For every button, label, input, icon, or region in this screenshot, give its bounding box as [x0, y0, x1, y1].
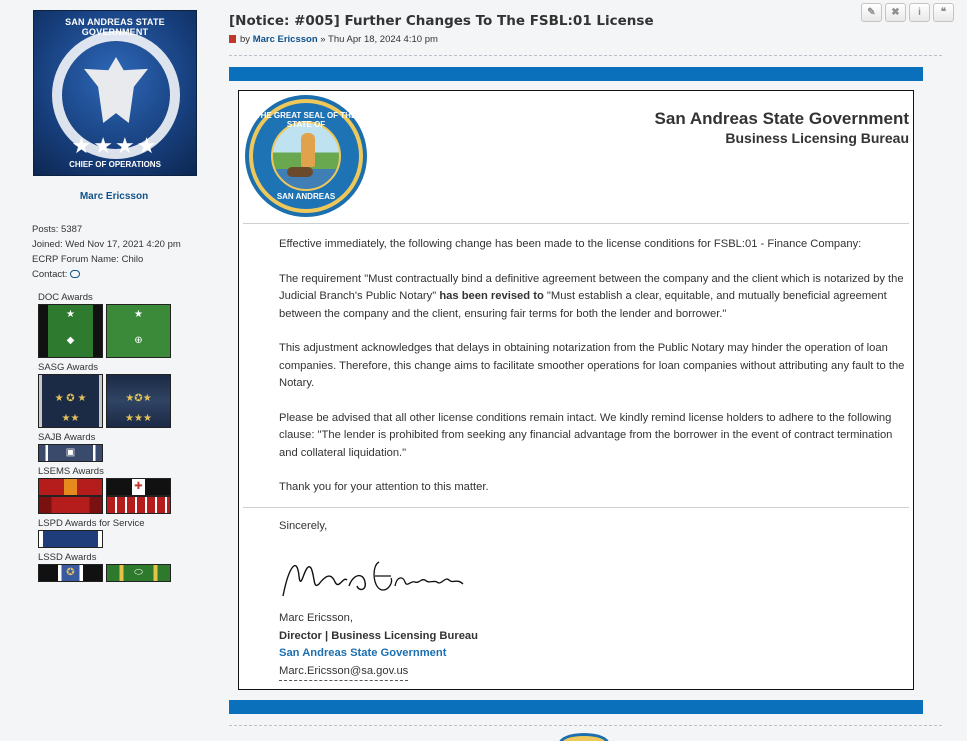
post-by: by: [240, 34, 251, 45]
signature-image: [279, 546, 479, 606]
agency-bureau: Business Licensing Bureau: [725, 130, 909, 146]
stat-contact-label: Contact:: [32, 269, 68, 280]
signature-block: [279, 610, 478, 681]
post-profile: [0, 0, 215, 741]
agency-header: [655, 109, 909, 146]
award-ribbon[interactable]: [38, 444, 103, 462]
award-group-sajb: [38, 432, 215, 462]
post-separator: [229, 55, 942, 56]
stars-icon: ★★: [61, 413, 80, 424]
award-row: [38, 304, 215, 358]
award-ribbon[interactable]: [38, 478, 103, 496]
divider: [243, 223, 909, 224]
award-row: [38, 478, 215, 496]
stat-contact: [32, 267, 215, 282]
profile-stats: [32, 222, 215, 282]
header-bar: [229, 67, 923, 81]
stat-forum-name-label: ECRP Forum Name:: [32, 254, 119, 265]
award-ribbon[interactable]: [106, 374, 171, 428]
avatar[interactable]: [33, 10, 197, 176]
avatar-title: SAN ANDREAS STATE GOVERNMENT: [65, 17, 165, 37]
award-group-doc: [38, 292, 215, 358]
post-title[interactable]: [Notice: #005] Further Changes To The FSBL:01 License: [229, 13, 654, 29]
crosshair-icon: ⊕: [134, 335, 143, 346]
badge-icon: ◆: [66, 335, 75, 346]
award-row: [38, 530, 215, 548]
stat-joined: [32, 237, 215, 252]
paragraph: This adjustment acknowledges that delays in obtaining notarization from the Public Notary may hinder the operation of loan companies. Therefore, this change aims to facilitate smoother operations for loan companies without attributing any fault to the Notary.: [279, 342, 905, 389]
star-icon: ★: [66, 309, 75, 320]
award-title: LSSD Awards: [38, 552, 97, 563]
paragraph: Effective immediately, the following change has been made to the license conditions for FSBL:01 - Finance Company:: [279, 238, 862, 250]
next-post-seal-icon: [559, 733, 609, 741]
delete-icon: ✖: [891, 7, 900, 18]
paragraph-text: The requirement "Must contractually bind a definitive agreement between the company and the client which is notarized by the Judicial Branch's Public Notary": [279, 272, 904, 302]
award-ribbon[interactable]: [106, 478, 171, 496]
post-author-link[interactable]: Marc Ericsson: [252, 34, 318, 45]
stat-posts-value[interactable]: 5387: [61, 224, 83, 235]
footer-bar: [229, 700, 923, 714]
username-link[interactable]: Marc Ericsson: [79, 191, 149, 202]
badge-icon: ✪: [66, 567, 75, 578]
seal-text-top: THE GREAT SEAL OF THE STATE OF: [255, 111, 357, 129]
stat-joined-label: Joined:: [32, 239, 63, 250]
award-row: [38, 496, 215, 514]
avatar-subtitle: CHIEF OF OPERATIONS: [69, 160, 161, 169]
star-icon: ★: [134, 309, 143, 320]
closing: Sincerely,: [279, 520, 328, 532]
award-ribbon[interactable]: [38, 496, 103, 514]
post-separator: [229, 725, 942, 726]
post-date: » Thu Apr 18, 2024 4:10 pm: [320, 34, 438, 45]
seal-figure: [301, 133, 315, 167]
award-ribbon[interactable]: [38, 564, 103, 582]
info-button[interactable]: [909, 3, 930, 22]
notice-body: [279, 236, 905, 514]
award-group-lsems: [38, 466, 215, 514]
signer-title: Director | Business Licensing Bureau: [279, 629, 478, 642]
post-actions: [861, 3, 954, 22]
award-row: [38, 444, 215, 462]
award-group-lspd: [38, 518, 215, 548]
award-ribbon[interactable]: [106, 496, 171, 514]
info-icon: i: [918, 7, 921, 18]
award-ribbon[interactable]: [38, 304, 103, 358]
seal-bear: [287, 167, 313, 177]
signer-name: Marc Ericsson,: [279, 612, 353, 624]
quote-icon: ❝: [940, 7, 947, 18]
paragraph: Thank you for your attention to this matter.: [279, 481, 489, 493]
stat-forum-name-value: Chilo: [121, 254, 144, 265]
paragraph-text: "Must establish a clear, equitable, and mutually beneficial agreement between the company and the client, ensuring fair terms for both the lender and borrower.": [279, 290, 887, 320]
award-ribbon[interactable]: [38, 530, 103, 548]
award-row: [38, 564, 215, 582]
stars-icon: ★★★: [125, 413, 152, 424]
award-group-lssd: [38, 552, 215, 582]
award-title: SAJB Awards: [38, 432, 96, 443]
seal-text-bottom: SAN ANDREAS: [276, 192, 336, 201]
stat-forum-name: [32, 252, 215, 267]
delete-button[interactable]: [885, 3, 906, 22]
stars-icon: ★✪★: [125, 393, 152, 404]
award-group-sasg: [38, 362, 215, 428]
contact-icon[interactable]: [70, 270, 80, 278]
award-title: SASG Awards: [38, 362, 99, 373]
emblem-icon: ▣: [65, 447, 76, 458]
award-ribbon[interactable]: [106, 564, 171, 582]
award-ribbon[interactable]: [38, 374, 103, 428]
notice-document: [238, 90, 914, 690]
state-seal-icon: [245, 95, 367, 217]
paragraph-emphasis: has been revised to: [439, 290, 544, 302]
award-title: DOC Awards: [38, 292, 93, 303]
divider: [243, 507, 909, 508]
post-meta: [229, 34, 438, 45]
quote-button[interactable]: [933, 3, 954, 22]
stat-posts-label: Posts:: [32, 224, 59, 235]
signer-organization: San Andreas State Government: [279, 647, 447, 659]
award-title: LSEMS Awards: [38, 466, 104, 477]
agency-government: San Andreas State Government: [654, 109, 909, 128]
edit-button[interactable]: [861, 3, 882, 22]
award-row: [38, 374, 215, 428]
stat-posts: [32, 222, 215, 237]
badge-icon: ⬭: [134, 567, 143, 578]
paragraph: Please be advised that all other license conditions remain intact. We kindly remind license holders to adhere to the following clause: "The lender is prohibited from seeking any financial advantage from the borrower in the event of contract termination and collateral liquidation.": [279, 411, 893, 459]
award-title: LSPD Awards for Service: [38, 518, 145, 529]
awards-section: [38, 292, 215, 582]
signer-email-link[interactable]: Marc.Ericsson@sa.gov.us: [279, 663, 408, 682]
post-icon[interactable]: [229, 35, 236, 43]
stars-icon: ★★★★: [71, 133, 159, 158]
edit-icon: ✎: [867, 7, 876, 18]
award-ribbon[interactable]: [106, 304, 171, 358]
cross-icon: ✚: [134, 481, 143, 492]
stat-joined-value: Wed Nov 17, 2021 4:20 pm: [65, 239, 181, 250]
stars-icon: ★ ✪ ★: [54, 393, 87, 404]
paragraph: [279, 271, 905, 324]
